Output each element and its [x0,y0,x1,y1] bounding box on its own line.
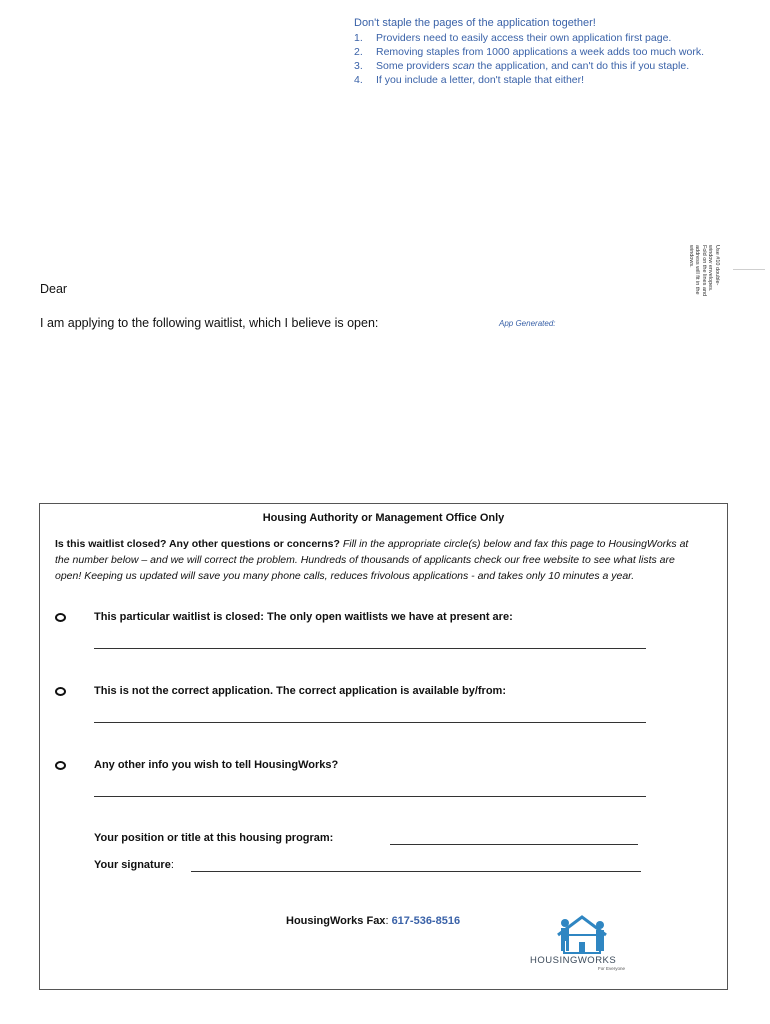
fax-number[interactable]: 617-536-8516 [391,915,461,927]
option-closed-label: This particular waitlist is closed: The only open waitlists we have at present are: [94,611,513,623]
option-closed-radio[interactable] [55,613,66,622]
signature-field[interactable] [191,871,641,872]
position-label: Your position or title at this housing program: [94,832,334,844]
option-wrong-app-line[interactable] [94,722,646,723]
list-item: 2. Removing staples from 1000 applications a week adds too much work. [354,46,705,58]
envelope-instructions [664,245,720,301]
envelope-instructions-text: Use #10 double-window envelopes. Fold on the lines and address will fit in the windows. [688,245,720,297]
option-other-info-radio[interactable] [55,761,66,770]
list-item: 4. If you include a letter, don't staple that either! [354,74,585,86]
office-box-intro: Is this waitlist closed? Any other questions or concerns? Fill in the appropriate circle(s) below and fax this page to HousingWorks at the number below – and we will correct the problem. Hundreds of thousands of applicants check our free website to see what lists are open! Keeping us updated will save you many phone calls, reduces frivolous applications - and takes only 10 minutes a year. [55,538,689,582]
position-field[interactable] [390,844,638,845]
list-item: 1. Providers need to easily access their own application first page. [354,32,672,44]
list-item: 3. Some providers scan the application, and can't do this if you staple. [354,60,690,72]
option-closed-line[interactable] [94,648,646,649]
fold-mark [733,269,765,270]
option-wrong-app-label: This is not the correct application. The correct application is available by/from: [94,685,506,697]
staple-notice-heading: Don't staple the pages of the application together! [354,17,596,29]
housingworks-logo [528,909,640,973]
office-box-title: Housing Authority or Management Office Only [262,512,505,524]
option-other-info-line[interactable] [94,796,646,797]
staple-notice-list [354,31,754,87]
option-wrong-app-radio[interactable] [55,687,66,696]
fax-line: HousingWorks Fax: 617-536-8516 [286,915,461,927]
letter-greeting: Dear [40,282,68,296]
letter-applying-line: I am applying to the following waitlist, which I believe is open: [40,316,379,330]
logo-wordmark: HOUSINGWORKS [530,955,617,966]
office-only-box [39,503,728,990]
staple-notice [354,16,754,87]
option-other-info-label: Any other info you wish to tell HousingWorks? [94,759,339,771]
logo-house-icon [528,909,640,955]
logo-tagline: For Everyone [598,966,626,971]
app-generated-label: App Generated: [499,319,556,328]
signature-label: Your signature: [94,859,174,871]
